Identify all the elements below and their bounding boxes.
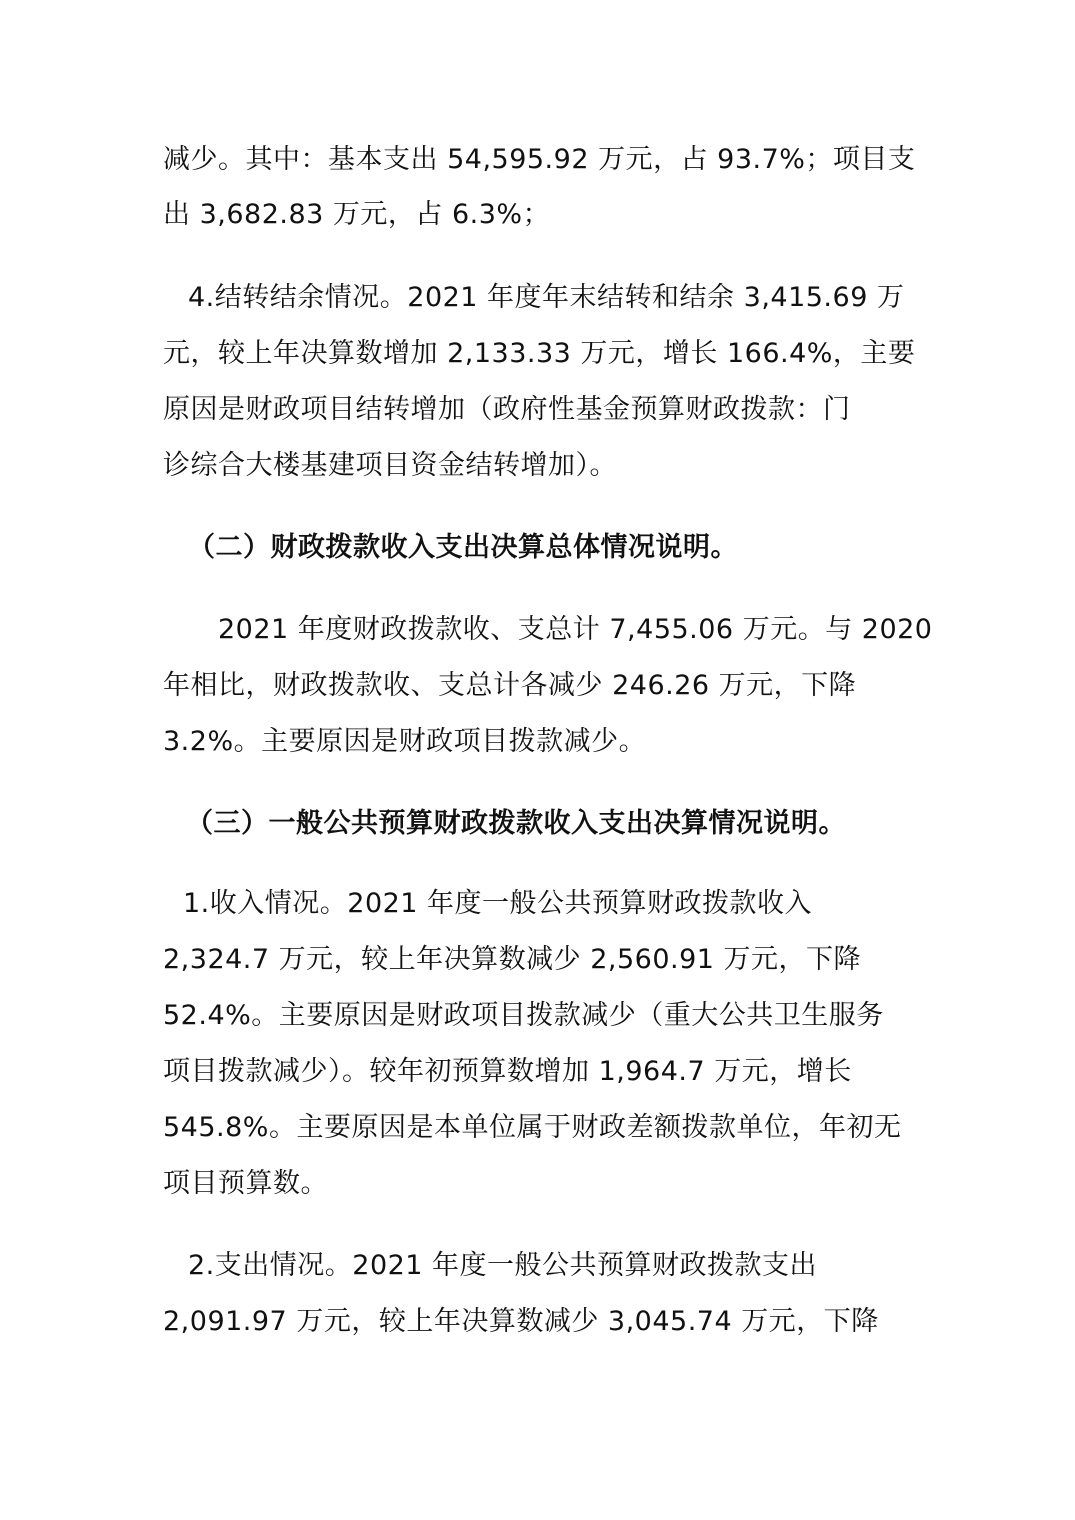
text-line: 项目预算数。 <box>163 1168 328 1199</box>
text-line: 52.4%。主要原因是财政项目拨款减少（重大公共卫生服务 <box>163 1000 884 1031</box>
text-line: 2021 年度财政拨款收、支总计 7,455.06 万元。与 2020 <box>218 614 933 645</box>
section-heading: （二）财政拨款收入支出决算总体情况说明。 <box>188 532 738 563</box>
text-line: 2,091.97 万元，较上年决算数减少 3,045.74 万元，下降 <box>163 1306 879 1337</box>
text-line: 3.2%。主要原因是财政项目拨款减少。 <box>163 726 647 757</box>
text-line: 4.结转结余情况。2021 年度年末结转和结余 3,415.69 万 <box>188 282 905 313</box>
text-line: 545.8%。主要原因是本单位属于财政差额拨款单位，年初无 <box>163 1112 902 1143</box>
section-heading: （三）一般公共预算财政拨款收入支出决算情况说明。 <box>186 808 846 839</box>
text-line: 诊综合大楼基建项目资金结转增加）。 <box>163 450 617 481</box>
text-line: 1.收入情况。2021 年度一般公共预算财政拨款收入 <box>183 888 813 919</box>
text-line: 年相比，财政拨款收、支总计各减少 246.26 万元，下降 <box>163 670 857 701</box>
text-line: 原因是财政项目结转增加（政府性基金预算财政拨款：门 <box>163 394 851 425</box>
text-line: 2.支出情况。2021 年度一般公共预算财政拨款支出 <box>188 1250 818 1281</box>
text-line: 减少。其中：基本支出 54,595.92 万元，占 93.7%；项目支 <box>163 144 916 175</box>
text-line: 项目拨款减少）。较年初预算数增加 1,964.7 万元，增长 <box>163 1056 852 1087</box>
text-line: 元，较上年决算数增加 2,133.33 万元，增长 166.4%，主要 <box>163 338 916 369</box>
text-line: 出 3,682.83 万元，占 6.3%； <box>163 199 551 230</box>
text-line: 2,324.7 万元，较上年决算数减少 2,560.91 万元，下降 <box>163 944 862 975</box>
